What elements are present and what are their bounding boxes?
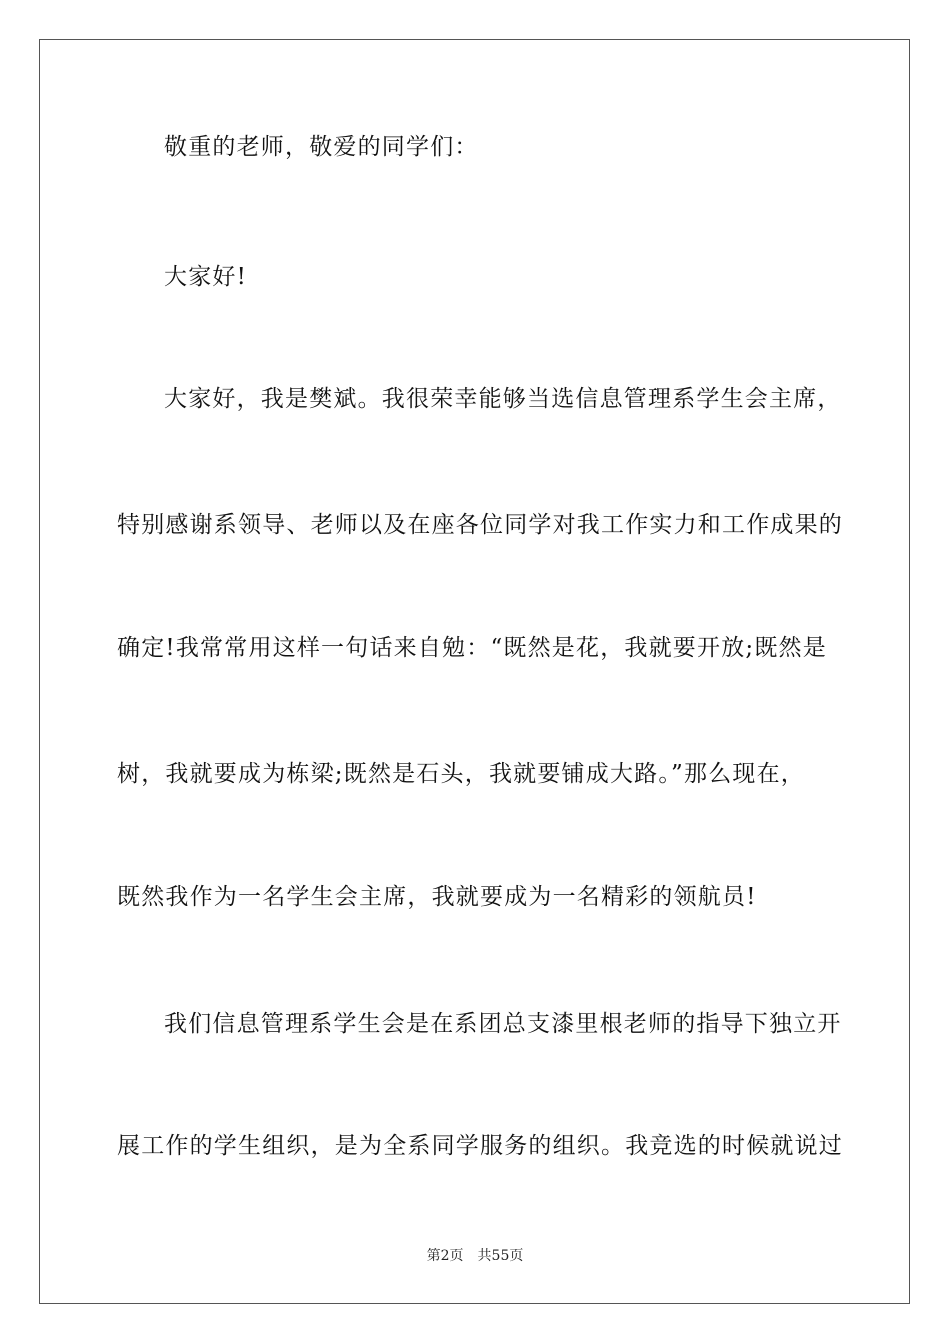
- paragraph-line: 确定!我常常用这样一句话来自勉：“既然是花，我就要开放;既然是: [117, 635, 827, 661]
- paragraph-line: 大家好，我是樊斌。我很荣幸能够当选信息管理系学生会主席，: [164, 386, 842, 412]
- salutation-line: 敬重的老师，敬爱的同学们：: [164, 134, 479, 160]
- paragraph-line: 既然我作为一名学生会主席，我就要成为一名精彩的领航员!: [117, 884, 757, 910]
- paragraph-line: 特别感谢系领导、老师以及在座各位同学对我工作实力和工作成果的: [117, 512, 843, 538]
- paragraph-line: 展工作的学生组织，是为全系同学服务的组织。我竞选的时候就说过: [117, 1133, 843, 1159]
- paragraph-line: 树，我就要成为栋梁;既然是石头，我就要铺成大路。”那么现在，: [117, 761, 806, 787]
- page-border: [39, 39, 910, 1304]
- greeting-line: 大家好!: [164, 264, 248, 290]
- page-number: 第2页: [426, 1248, 464, 1264]
- page-footer: [0, 1247, 950, 1265]
- page-total: 共55页: [477, 1248, 524, 1264]
- paragraph-line: 我们信息管理系学生会是在系团总支漆里根老师的指导下独立开: [164, 1011, 842, 1037]
